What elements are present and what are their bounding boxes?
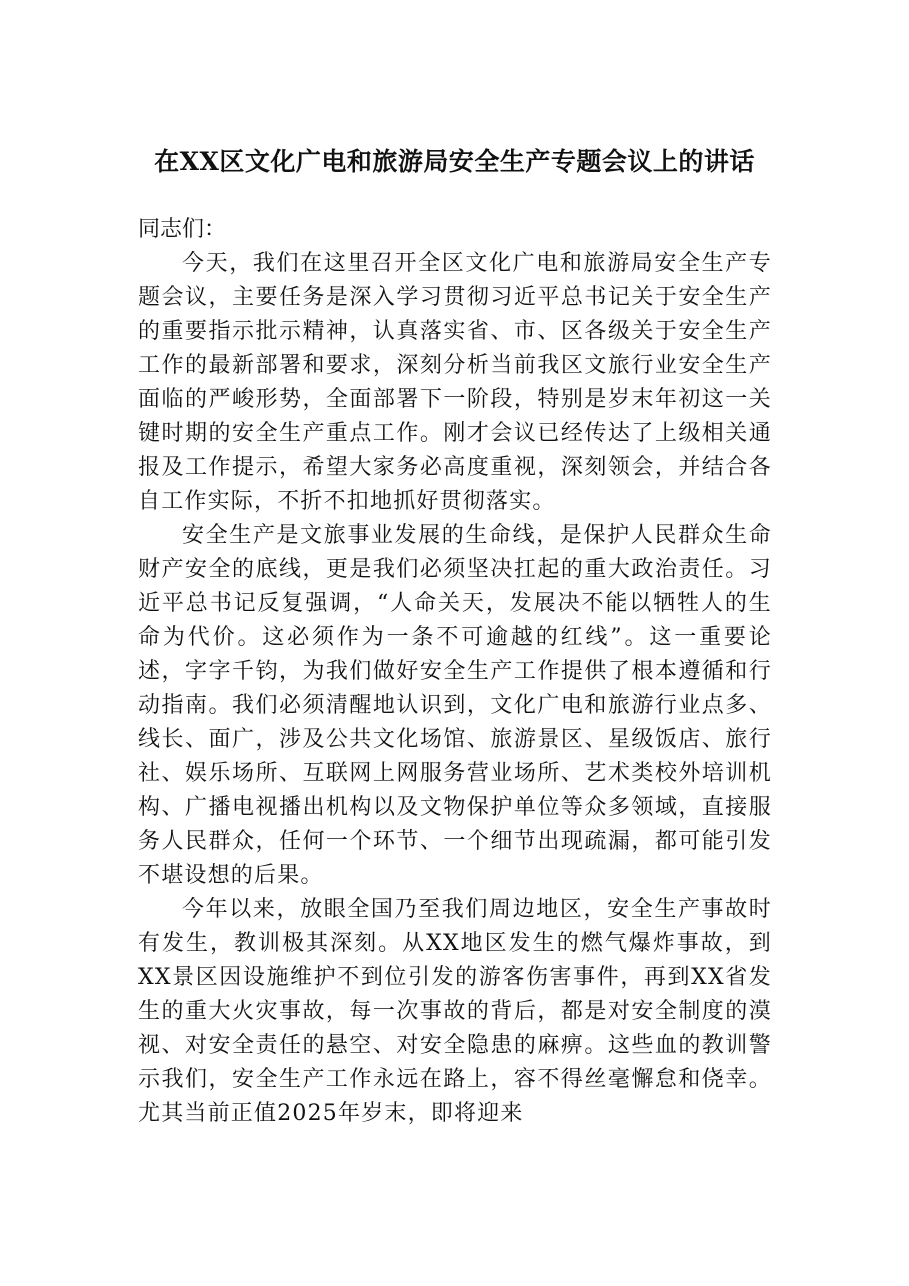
document-title: 在XX区文化广电和旅游局安全生产专题会议上的讲话 [154,147,755,176]
document-body [138,247,772,1131]
salutation: 同志们： [138,217,227,242]
paragraph: 安全生产是文旅事业发展的生命线，是保护人民群众生命财产安全的底线，更是我们必须坚决扛起的重大政治责任。习近平总书记反复强调，“人命关天，发展决不能以牺牲人的生命为代价。这必须作为一条不可逾越的红线”。这一重要论述，字字千钧，为我们做好安全生产工作提供了根本遵循和行动指南。我们必须清醒地认识到，文化广电和旅游行业点多、线长、面广，涉及公共文化场馆、旅游景区、星级饭店、旅行社、娱乐场所、互联网上网服务营业场所、艺术类校外培训机构、广播电视播出机构以及文物保护单位等众多领域，直接服务人民群众，任何一个环节、一个细节出现疏漏，都可能引发不堪设想的后果。 [138,523,772,888]
paragraph: 今年以来，放眼全国乃至我们周边地区，安全生产事故时有发生，教训极其深刻。从XX地区发生的燃气爆炸事故，到XX景区因设施维护不到位引发的游客伤害事件，再到XX省发生的重大火灾事故，每一次事故的背后，都是对安全制度的漠视、对安全责任的悬空、对安全隐患的麻痹。这些血的教训警示我们，安全生产工作永远在路上，容不得丝毫懈怠和侥幸。尤其当前正值2025年岁末，即将迎来 [138,897,772,1126]
paragraph: 今天，我们在这里召开全区文化广电和旅游局安全生产专题会议，主要任务是深入学习贯彻习近平总书记关于安全生产的重要指示批示精神，认真落实省、市、区各级关于安全生产工作的最新部署和要求，深刻分析当前我区文旅行业安全生产面临的严峻形势，全面部署下一阶段，特别是岁末年初这一关键时期的安全生产重点工作。刚才会议已经传达了上级相关通报及工作提示，希望大家务必高度重视，深刻领会，并结合各自工作实际，不折不扣地抓好贯彻落实。 [138,251,772,514]
